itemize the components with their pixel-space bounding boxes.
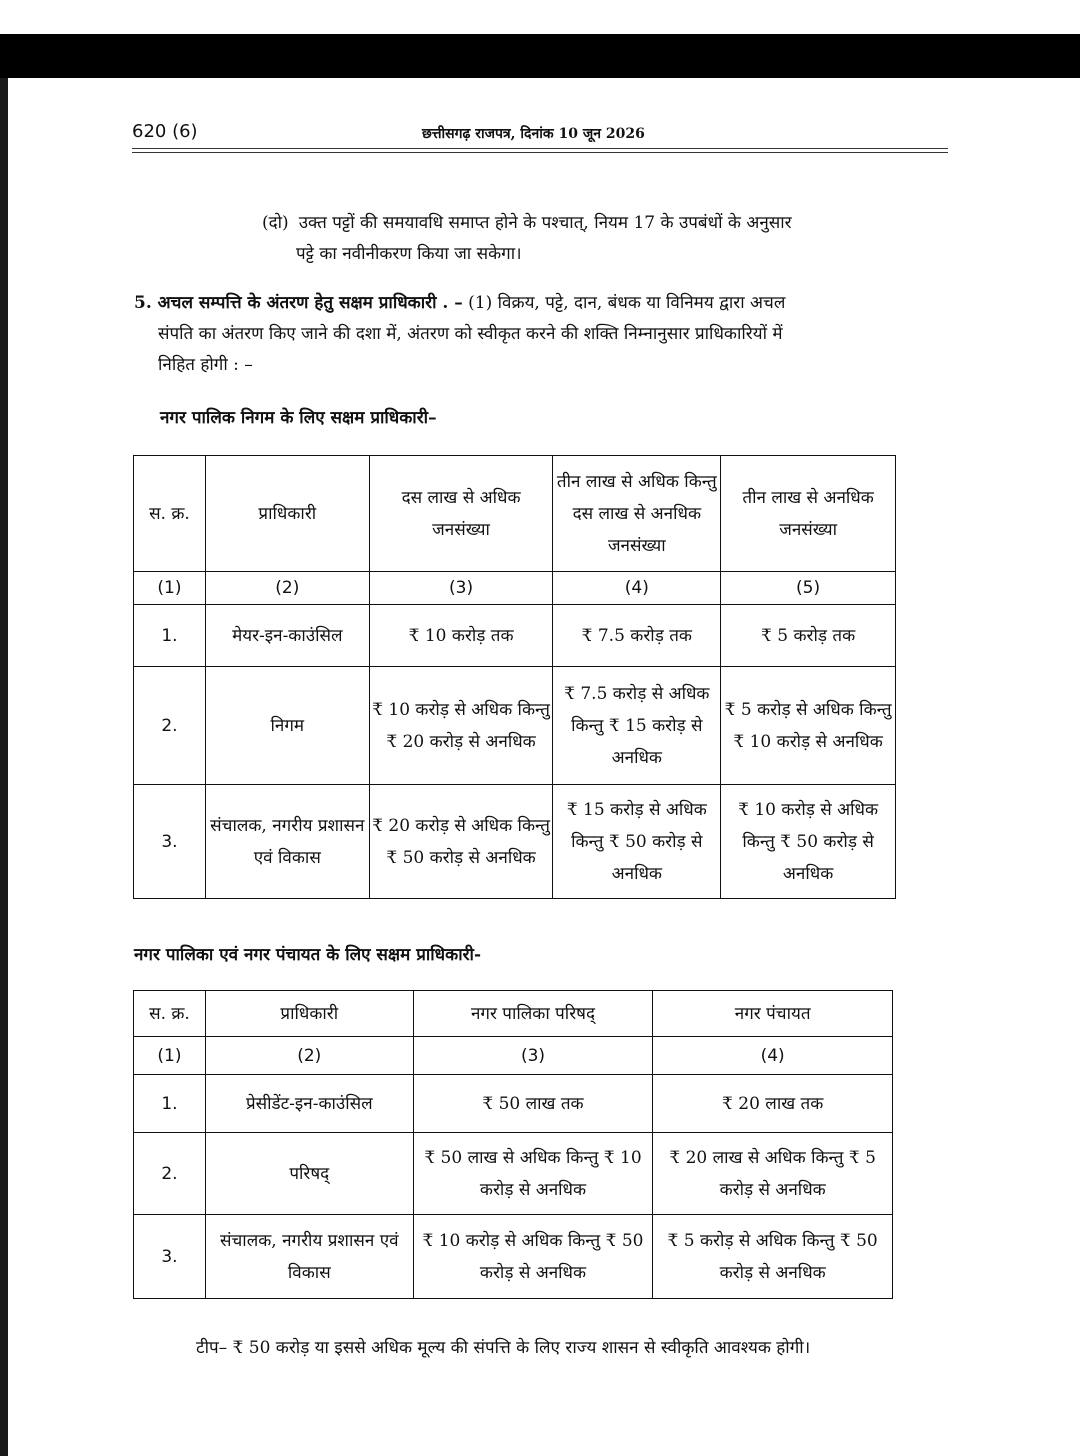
section-5-heading: 5. अचल सम्पत्ति के अंतरण हेतु सक्षम प्राधिकारी . –: [134, 293, 463, 313]
table1-title: नगर पालिक निगम के लिए सक्षम प्राधिकारी–: [160, 408, 437, 428]
table-row: [134, 605, 896, 667]
page-number: 620 (6): [132, 121, 198, 142]
table-row: [134, 1215, 893, 1299]
table-cell: परिषद्: [205, 1133, 413, 1215]
table2-colnum-cell: (1): [134, 1037, 206, 1075]
table-cell: ₹ 7.5 करोड़ से अधिक किन्तु ₹ 15 करोड़ से अनधिक: [553, 667, 721, 785]
table-cell: ₹ 50 लाख से अधिक किन्तु ₹ 10 करोड़ से अनधिक: [413, 1133, 653, 1215]
table-cell: ₹ 50 लाख तक: [413, 1075, 653, 1133]
note-paragraph: टीप– ₹ 50 करोड़ या इससे अधिक मूल्य की संपत्ति के लिए राज्य शासन से स्वीकृति आवश्यक होगी।: [196, 1338, 811, 1358]
table-cell-sno: 1.: [134, 605, 206, 667]
table-cell: संचालक, नगरीय प्रशासन एवं विकास: [205, 1215, 413, 1299]
table-cell: ₹ 20 लाख से अधिक किन्तु ₹ 5 करोड़ से अनधिक: [653, 1133, 893, 1215]
table1-colnum-cell: (4): [553, 572, 721, 605]
table-row: [134, 1133, 893, 1215]
table-cell-sno: 2.: [134, 1133, 206, 1215]
table1-colnum-cell: (5): [721, 572, 896, 605]
table1-header-cell: दस लाख से अधिक जनसंख्या: [369, 456, 553, 572]
header-rule: [132, 148, 948, 149]
table1-header-row: [134, 456, 896, 572]
table1-colnum-cell: (3): [369, 572, 553, 605]
table2-header-cell: स. क्र.: [134, 991, 206, 1037]
table-cell: ₹ 10 करोड़ से अधिक किन्तु ₹ 50 करोड़ से अनधिक: [413, 1215, 653, 1299]
table2-header-cell: नगर पालिका परिषद्: [413, 991, 653, 1037]
page-header: [132, 118, 948, 152]
table1-colnum-cell: (1): [134, 572, 206, 605]
table2-colnum-cell: (2): [205, 1037, 413, 1075]
municipality-table: [133, 990, 893, 1299]
table-row: [134, 667, 896, 785]
table1-header-cell: तीन लाख से अधिक किन्तु दस लाख से अनधिक जनसंख्या: [553, 456, 721, 572]
table-cell: ₹ 10 करोड़ से अधिक किन्तु ₹ 50 करोड़ से अनधिक: [721, 785, 896, 899]
table2-colnum-row: [134, 1037, 893, 1075]
table2-colnum-cell: (3): [413, 1037, 653, 1075]
table-cell: ₹ 20 करोड़ से अधिक किन्तु ₹ 50 करोड़ से अनधिक: [369, 785, 553, 899]
table2-colnum-cell: (4): [653, 1037, 893, 1075]
table-cell: ₹ 20 लाख तक: [653, 1075, 893, 1133]
table1-header-cell: तीन लाख से अनधिक जनसंख्या: [721, 456, 896, 572]
table-cell: मेयर-इन-काउंसिल: [205, 605, 369, 667]
table1-colnum-cell: (2): [205, 572, 369, 605]
left-page-edge: [0, 78, 8, 1456]
table-cell: ₹ 10 करोड़ से अधिक किन्तु ₹ 20 करोड़ से अनधिक: [369, 667, 553, 785]
top-black-bar: [0, 0, 1080, 78]
table1-colnum-row: [134, 572, 896, 605]
clause-label: (दो): [262, 213, 289, 233]
table-cell: संचालक, नगरीय प्रशासन एवं विकास: [205, 785, 369, 899]
table2-title: नगर पालिका एवं नगर पंचायत के लिए सक्षम प्राधिकारी-: [134, 945, 482, 965]
table-cell-sno: 2.: [134, 667, 206, 785]
table-cell: ₹ 10 करोड़ तक: [369, 605, 553, 667]
table1-header-cell: प्राधिकारी: [205, 456, 369, 572]
table2-header-cell: नगर पंचायत: [653, 991, 893, 1037]
table-row: [134, 785, 896, 899]
section-5-line-1: (1) विक्रय, पट्टे, दान, बंधक या विनिमय द्वारा अचल: [468, 293, 786, 313]
table-cell-sno: 3.: [134, 785, 206, 899]
header-rule-double: [132, 152, 948, 153]
table-cell-sno: 1.: [134, 1075, 206, 1133]
table-cell: ₹ 15 करोड़ से अधिक किन्तु ₹ 50 करोड़ से अनधिक: [553, 785, 721, 899]
clause-line-2: पट्टे का नवीनीकरण किया जा सकेगा।: [296, 244, 522, 264]
clause-do: [262, 208, 948, 270]
table-cell: ₹ 5 करोड़ से अधिक किन्तु ₹ 10 करोड़ से अनधिक: [721, 667, 896, 785]
table-cell: निगम: [205, 667, 369, 785]
table-cell-sno: 3.: [134, 1215, 206, 1299]
section-5-line-3: निहित होगी : –: [158, 355, 253, 375]
table2-header-cell: प्राधिकारी: [205, 991, 413, 1037]
table-cell: ₹ 5 करोड़ से अधिक किन्तु ₹ 50 करोड़ से अनधिक: [653, 1215, 893, 1299]
table-row: [134, 1075, 893, 1133]
section-5: [134, 288, 948, 381]
gazette-title: छत्तीसगढ़ राजपत्र, दिनांक 10 जून 2026: [422, 126, 645, 142]
table-cell: ₹ 7.5 करोड़ तक: [553, 605, 721, 667]
table-cell: ₹ 5 करोड़ तक: [721, 605, 896, 667]
clause-line-1: उक्त पट्टों की समयावधि समाप्त होने के पश्चात्, नियम 17 के उपबंधों के अनुसार: [298, 213, 792, 233]
table-cell: प्रेसीडेंट-इन-काउंसिल: [205, 1075, 413, 1133]
municipal-corporation-table: [133, 455, 896, 899]
table2-header-row: [134, 991, 893, 1037]
section-5-line-2: संपति का अंतरण किए जाने की दशा में, अंतरण को स्वीकृत करने की शक्ति निम्नानुसार प्राधिकारियों में: [158, 324, 783, 344]
table1-header-cell: स. क्र.: [134, 456, 206, 572]
